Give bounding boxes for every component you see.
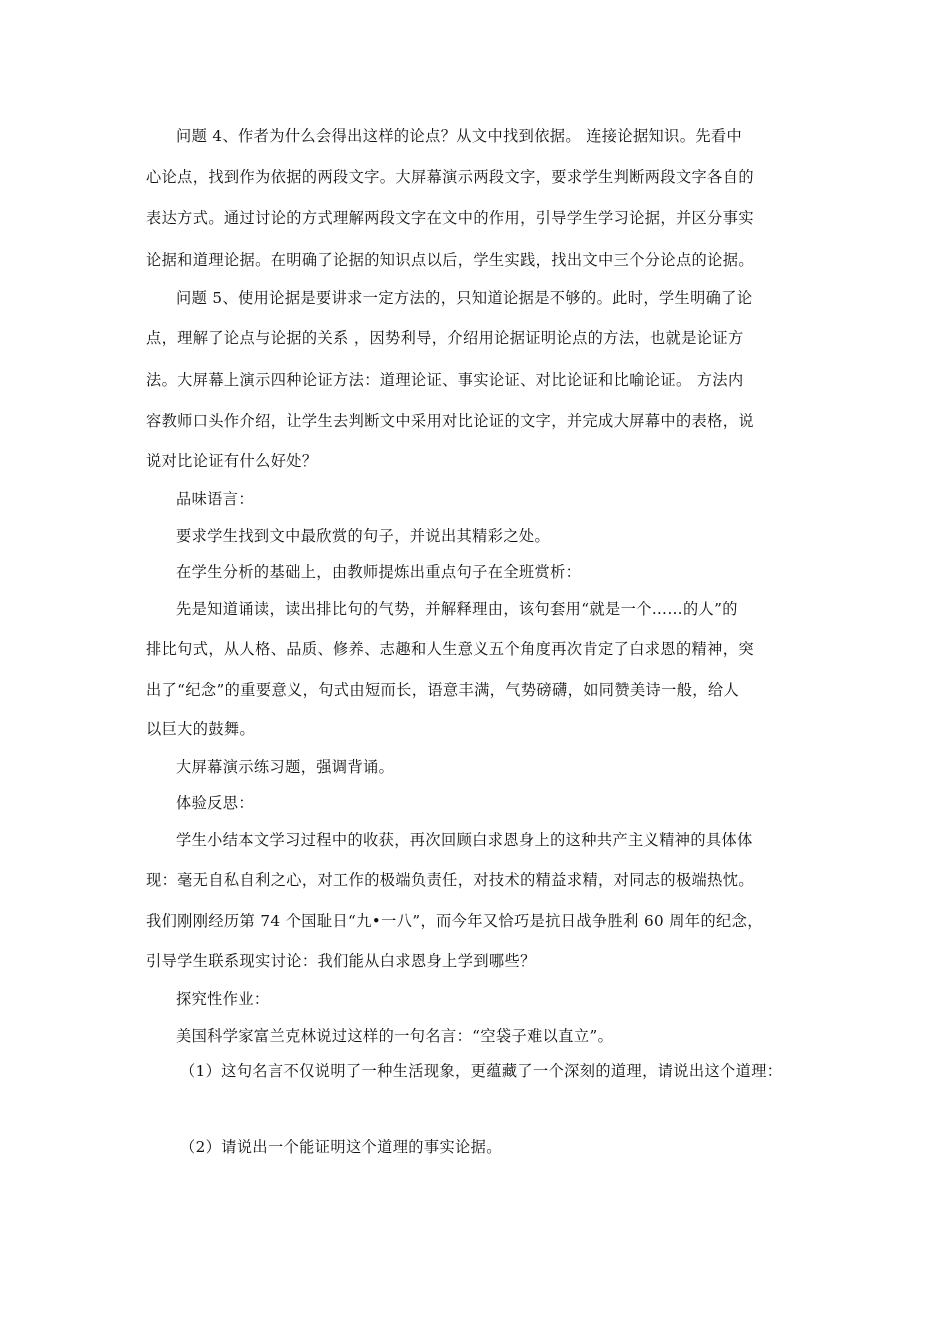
section-heading: 体验反思： [176,794,254,812]
paragraph-line: 论据和道理论据。在明确了论据的知识点以后，学生实践，找出文中三个分论点的论据。 [146,251,754,269]
paragraph-line: 表达方式。通过讨论的方式理解两段文字在文中的作用，引导学生学习论据，并区分事实 [146,209,754,227]
paragraph-line: 现：毫无自私自利之心，对工作的极端负责任，对技术的精益求精，对同志的极端热忱。 [146,871,754,889]
paragraph-line: 要求学生找到文中最欣赏的句子，并说出其精彩之处。 [176,527,551,545]
paragraph-line: 出了“纪念”的重要意义，句式由短而长，语意丰满，气势磅礴，如同赞美诗一般，给人 [146,681,740,699]
paragraph-line: 在学生分析的基础上，由教师提炼出重点句子在全班赏析： [176,563,582,581]
paragraph-line: 大屏幕演示练习题，强调背诵。 [176,758,395,776]
paragraph-line: 引导学生联系现实讨论：我们能从白求恩身上学到哪些？ [146,952,536,970]
paragraph-line: 点，理解了论点与论据的关系 ，因势利导，介绍用论据证明论点的方法，也就是论证方 [146,329,744,347]
paragraph-line: 问题 4、作者为什么会得出这样的论点？从文中找到依据。 连接论据知识。先看中 [176,127,743,145]
paragraph-line: 以巨大的鼓舞。 [146,720,256,738]
paragraph-line: 说对比论证有什么好处？ [146,452,318,470]
paragraph-line: 排比句式，从人格、品质、修养、志趣和人生意义五个角度再次肯定了白求恩的精神，突 [146,640,754,658]
paragraph-line: 先是知道诵读，读出排比句的气势，并解释理由，该句套用“就是一个……的人”的 [176,600,738,618]
question-item: （2）请说出一个能证明这个道理的事实论据。 [180,1138,502,1156]
paragraph-line: 问题 5、使用论据是要讲求一定方法的，只知道论据是不够的。此时，学生明确了论 [176,289,753,307]
paragraph-line: 容教师口头作介绍，让学生去判断文中采用对比论证的文字，并完成大屏幕中的表格，说 [146,412,754,430]
paragraph-line: 心论点，找到作为依据的两段文字。大屏幕演示两段文字，要求学生判断两段文字各自的 [146,168,754,186]
question-item: （1）这句名言不仅说明了一种生活现象，更蕴藏了一个深刻的道理，请说出这个道理： [180,1062,783,1080]
paragraph-line: 美国科学家富兰克林说过这样的一句名言：“空袋子难以直立”。 [176,1027,614,1045]
paragraph-line: 我们刚刚经历第 74 个国耻日“九•一八”，而今年又恰巧是抗日战争胜利 60 周年的纪念， [146,912,763,930]
section-heading: 探究性作业： [176,990,270,1008]
paragraph-line: 学生小结本文学习过程中的收获，再次回顾白求恩身上的这种共产主义精神的具体体 [176,831,753,849]
paragraph-line: 法。大屏幕上演示四种论证方法：道理论证、事实论证、对比论证和比喻论证。 方法内 [146,371,744,389]
section-heading: 品味语言： [176,490,254,508]
